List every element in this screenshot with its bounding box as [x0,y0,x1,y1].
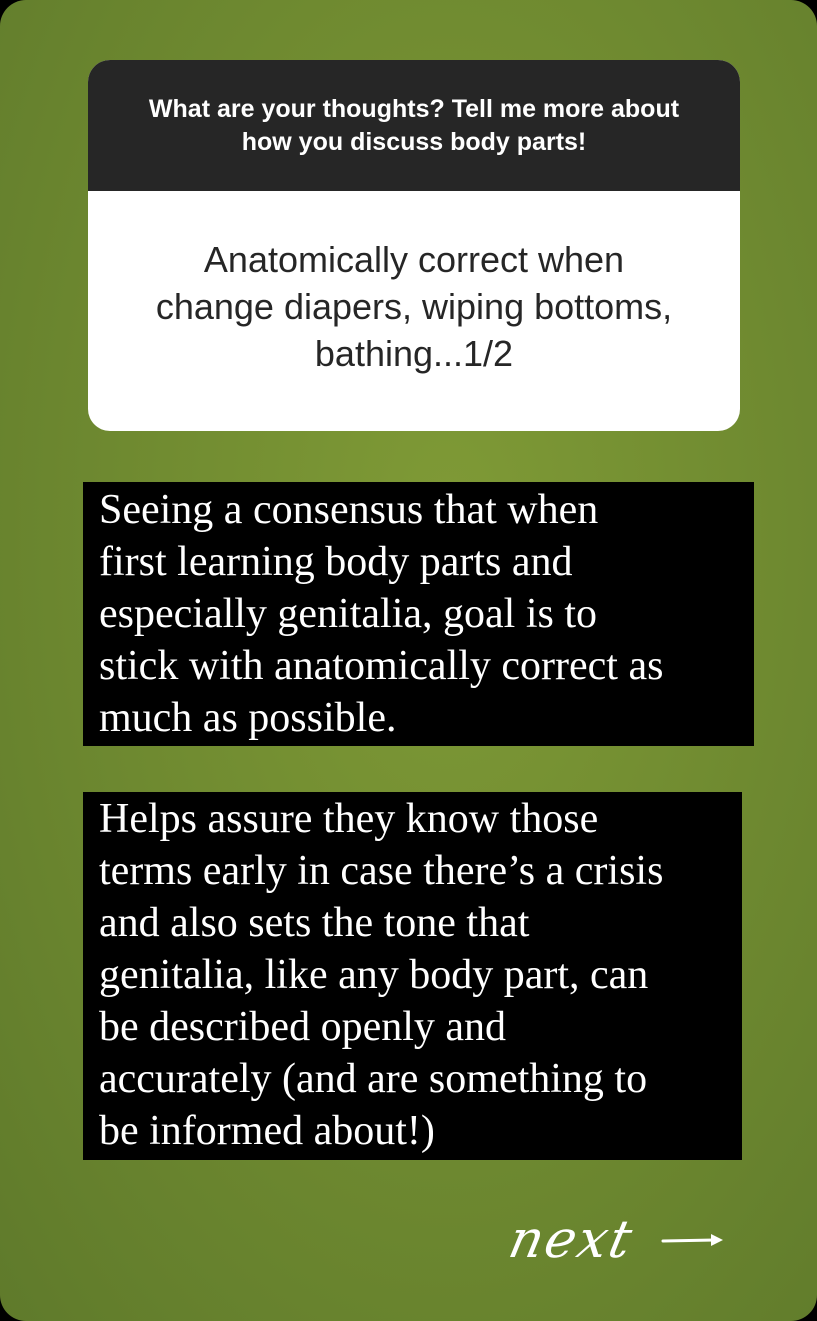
question-answer: Anatomically correct when change diapers, wiping bottoms, bathing...1/2 [155,238,673,374]
text-block-consensus [83,482,754,746]
text-line: first learning body parts and [99,539,573,585]
text-line: genitalia, like any body part, can [99,952,649,998]
arrow-right-icon [661,1230,725,1250]
text-line: and also sets the tone that [99,900,530,946]
text-block-reasons [83,792,742,1160]
next-link[interactable] [503,1210,725,1270]
text-line: be informed about!) [99,1108,435,1154]
question-prompt: What are your thoughts? Tell me more about how you discuss body parts! [88,60,740,191]
text-line: accurately (and are something to [99,1056,648,1102]
next-label: next [503,1210,639,1270]
text-line: Helps assure they know those [99,796,599,842]
text-line: Seeing a consensus that when [99,487,599,533]
text-line: terms early in case there’s a crisis [99,848,664,894]
text-line: especially genitalia, goal is to [99,591,598,637]
text-line: much as possible. [99,695,397,741]
question-sticker [88,60,740,431]
text-line: be described openly and [99,1004,507,1050]
text-line: stick with anatomically correct as [99,643,664,689]
